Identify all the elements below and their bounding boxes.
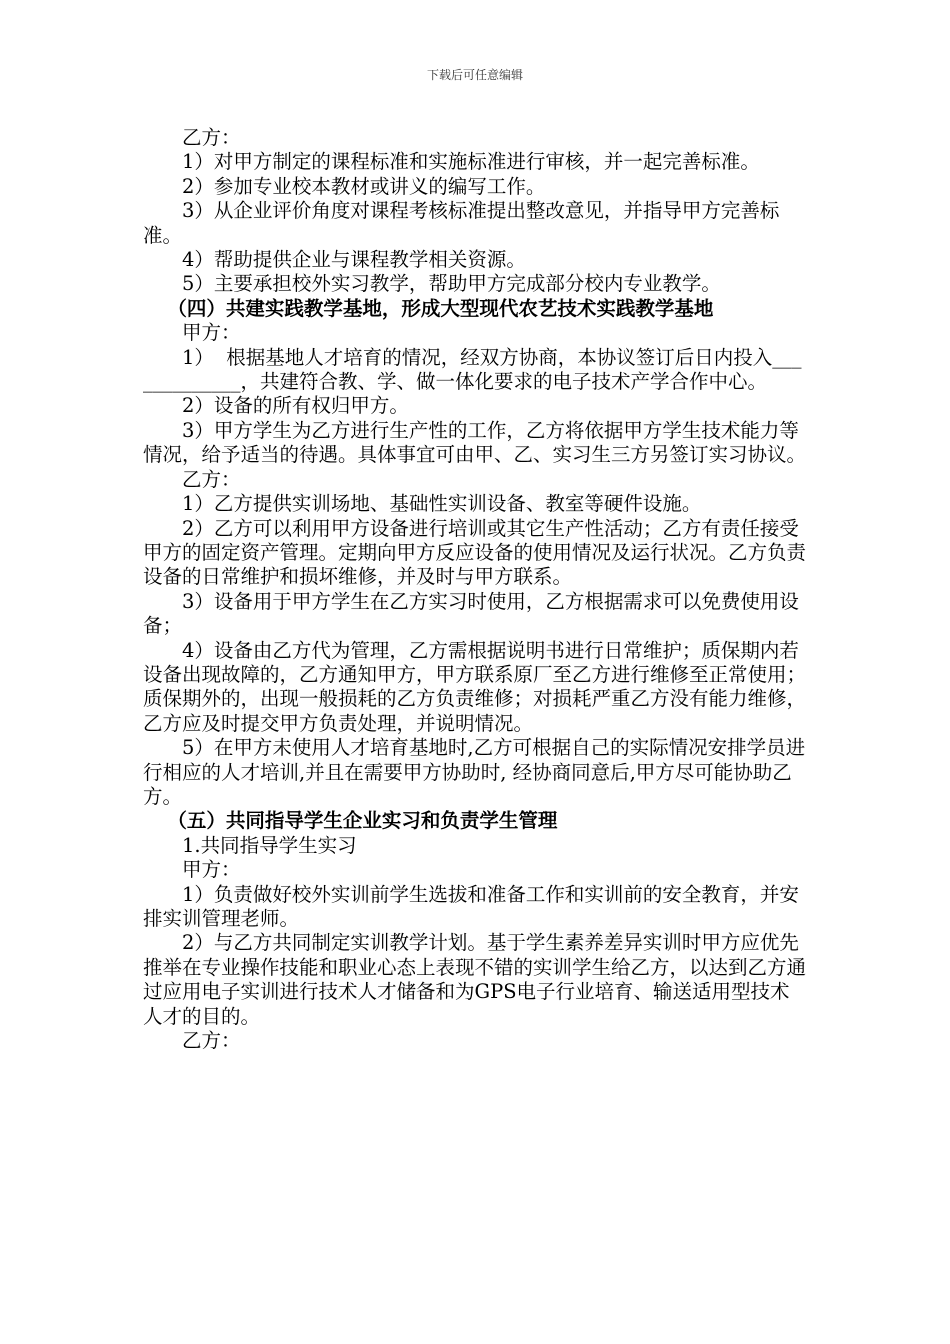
paragraph: 4）帮助提供企业与课程教学相关资源。 [182, 248, 526, 272]
section-heading: （五）共同指导学生企业实习和负责学生管理 [167, 809, 558, 833]
paragraph: 甲方： [182, 321, 241, 345]
paragraph: 3）甲方学生为乙方进行生产性的工作，乙方将依据甲方学生技术能力等情况，给予适当的待遇。具体事宜可由甲、乙、实习生三方另签订实习协议。 [143, 418, 807, 467]
paragraph: 1）乙方提供实训场地、基础性实训设备、教室等硬件设施。 [182, 492, 702, 516]
paragraph: 1）对甲方制定的课程标准和实施标准进行审核，并一起完善标准。 [182, 150, 760, 174]
paragraph: 2）乙方可以利用甲方设备进行培训或其它生产性活动；乙方有责任接受甲方的固定资产管理。定期向甲方反应设备的使用情况及运行状况。乙方负责设备的日常维护和损坏维修，并及时与甲方联系。 [143, 516, 807, 589]
paragraph: 3）设备用于甲方学生在乙方实习时使用，乙方根据需求可以免费使用设备； [143, 589, 799, 638]
paragraph: 5）主要承担校外实习教学，帮助甲方完成部分校内专业教学。 [182, 272, 721, 296]
document-body [143, 126, 809, 1053]
page-header: 下载后可任意编辑 [426, 68, 523, 82]
paragraph: 2）与乙方共同制定实训教学计划。基于学生素养差异实训时甲方应优先推举在专业操作技能和职业心态上表现不错的实训学生给乙方，以达到乙方通过应用电子实训进行技术人才储备和为GPS电子行业培育、输送适用型技术人才的目的。 [143, 931, 807, 1028]
paragraph: 乙方： [182, 467, 241, 491]
paragraph: 乙方： [182, 126, 241, 149]
paragraph: 2）参加专业校本教材或讲义的编写工作。 [182, 174, 546, 198]
paragraph: 乙方： [182, 1029, 241, 1053]
paragraph: 1.共同指导学生实习 [182, 833, 357, 857]
paragraph: 3）从企业评价角度对课程考核标准提出整改意见，并指导甲方完善标准。 [143, 199, 780, 247]
paragraph: 甲方： [182, 858, 241, 882]
paragraph: 4）设备由乙方代为管理，乙方需根据说明书进行日常维护；质保期内若设备出现故障的，乙方通知甲方，甲方联系原厂至乙方进行维修至正常使用；质保期外的，出现一般损耗的乙方负责维修；对损耗严重乙方没有能力维修，乙方应及时提交甲方负责处理，并说明情况。 [143, 638, 807, 735]
paragraph: 1） 根据基地人才培育的情况，经双方协商，本协议签订后日内投入_____________，共建符合教、学、做一体化要求的电子技术产学合作中心。 [143, 345, 802, 394]
section-heading: （四）共建实践教学基地，形成大型现代农艺技术实践教学基地 [167, 296, 714, 320]
paragraph: 1）负责做好校外实训前学生选拔和准备工作和实训前的安全教育，并安排实训管理老师。 [143, 882, 799, 930]
paragraph: 5）在甲方未使用人才培育基地时,乙方可根据自己的实际情况安排学员进行相应的人才培训,并且在需要甲方协助时, 经协商同意后,甲方尽可能协助乙方。 [143, 736, 806, 808]
paragraph: 2）设备的所有权归甲方。 [182, 394, 409, 418]
